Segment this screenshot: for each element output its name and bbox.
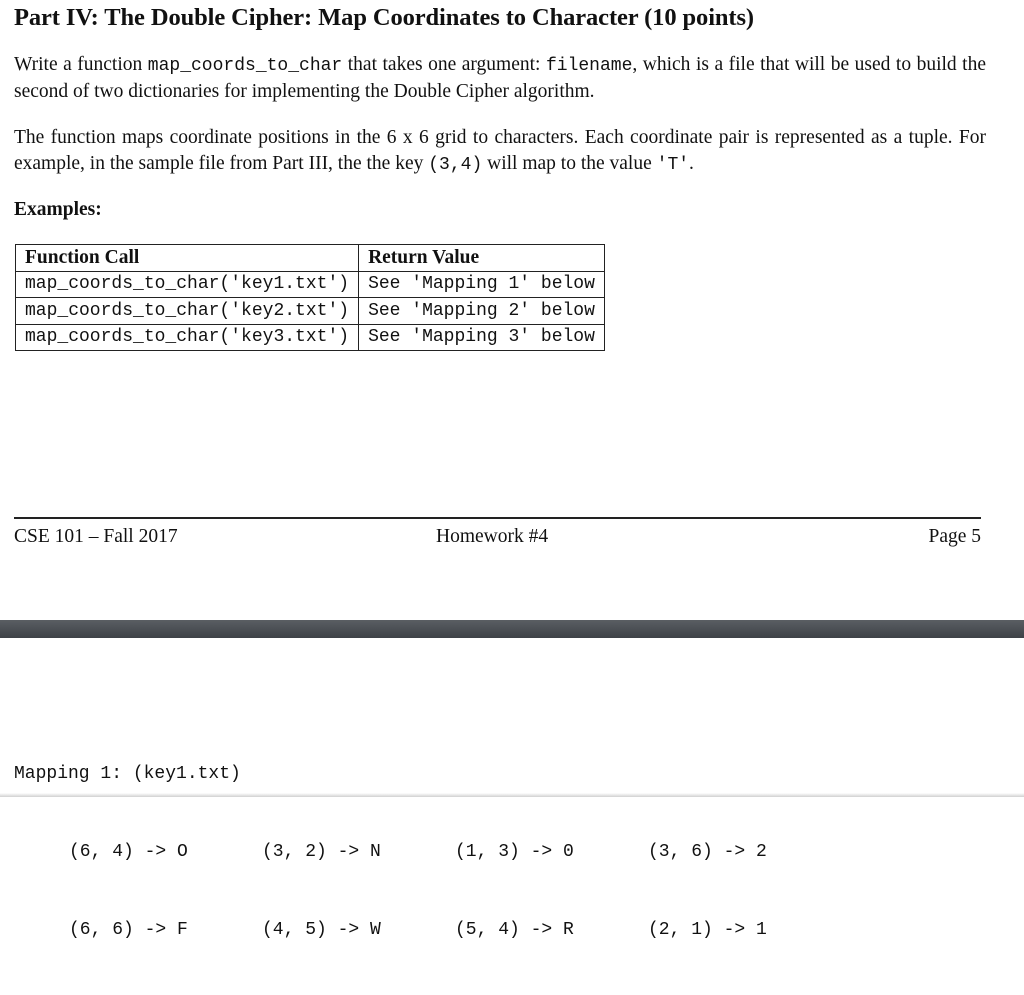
mapping-entry: (5, 4) -> R	[455, 920, 574, 940]
mapping-row	[14, 839, 841, 865]
paragraph-function-description	[14, 52, 986, 105]
para1-text-1: Write a function	[14, 54, 148, 75]
table-row	[16, 324, 605, 351]
page-separator-bar	[0, 620, 1024, 638]
mapping-entry: (3, 2) -> N	[262, 842, 381, 862]
mapping-row	[14, 917, 841, 943]
para2-text-1: The function maps coordinate positions in the 6 x 6 grid to characters. Each coordinate pair is represented as a tuple. For example, in the sample file from Part III, the the key	[14, 127, 986, 174]
viewer-bottom-edge	[0, 793, 1024, 797]
mapping-entry: (2, 1) -> 1	[648, 920, 767, 940]
footer-homework: Homework #4	[436, 526, 549, 547]
function-call-cell: map_coords_to_char('key3.txt')	[16, 324, 359, 351]
value-example-code: 'T'	[656, 155, 690, 175]
footer-page-number: Page 5	[928, 526, 981, 547]
mapping-entry: (6, 4) -> O	[69, 842, 188, 862]
mapping-1-title: Mapping 1: (key1.txt)	[14, 764, 241, 784]
mapping-entry: (6, 6) -> F	[69, 920, 188, 940]
table-header-row	[16, 245, 605, 272]
para2-text-2: will map to the value	[482, 153, 657, 174]
mapping-entry: (4, 5) -> W	[262, 920, 381, 940]
key-example-code: (3,4)	[428, 155, 483, 175]
para1-text-3: , which is a file that will be used to build the second of two dictionaries for implementing the Double Cipher algorithm.	[14, 54, 987, 102]
part-title: Part IV: The Double Cipher: Map Coordinates to Character (10 points)	[14, 4, 754, 31]
table-row	[16, 271, 605, 298]
header-return-value: Return Value	[359, 245, 605, 272]
header-function-call: Function Call	[16, 245, 359, 272]
function-name-code: map_coords_to_char	[147, 56, 343, 76]
return-value-cell: See 'Mapping 3' below	[359, 324, 605, 351]
mapping-entry: (1, 3) -> 0	[455, 842, 574, 862]
footer-divider	[14, 517, 981, 519]
mapping-1-block	[14, 709, 841, 995]
function-call-cell: map_coords_to_char('key2.txt')	[16, 298, 359, 325]
return-value-cell: See 'Mapping 2' below	[359, 298, 605, 325]
footer-course: CSE 101 – Fall 2017	[14, 526, 178, 547]
mapping-entry: (3, 6) -> 2	[648, 842, 767, 862]
argument-name-code: filename	[545, 56, 633, 76]
examples-table	[15, 244, 605, 351]
return-value-cell: See 'Mapping 1' below	[359, 271, 605, 298]
para1-text-2: that takes one argument:	[342, 54, 546, 75]
para2-text-3: .	[689, 153, 694, 174]
function-call-cell: map_coords_to_char('key1.txt')	[16, 271, 359, 298]
document-page-6	[0, 638, 1024, 940]
paragraph-mapping-description	[14, 125, 986, 178]
examples-heading: Examples:	[14, 199, 102, 220]
table-row	[16, 298, 605, 325]
